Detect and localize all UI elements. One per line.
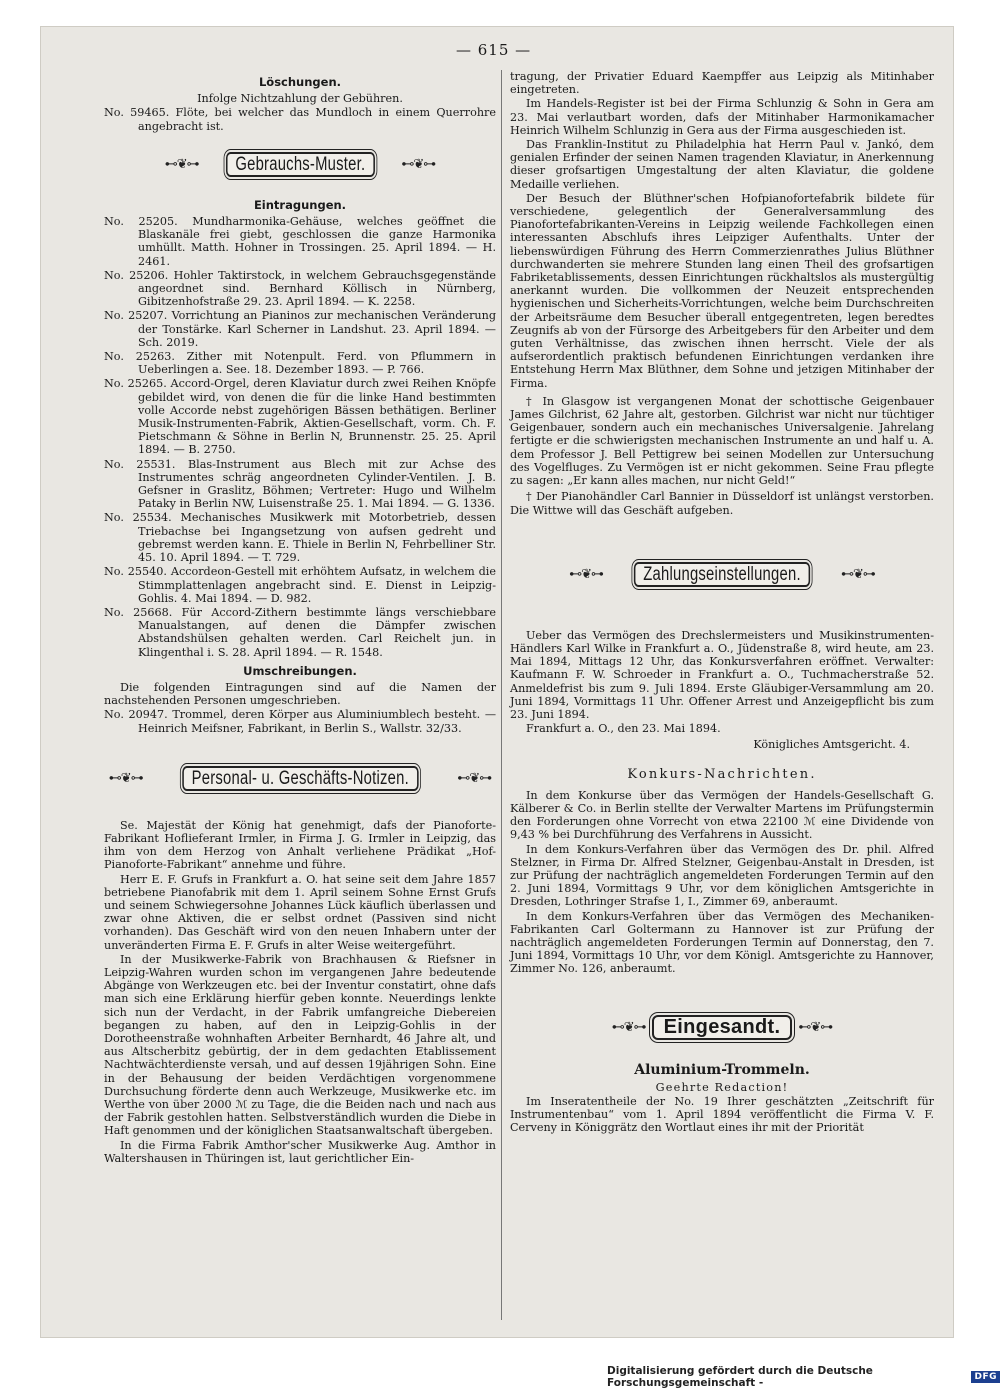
news-paragraph: † Der Pianohändler Carl Bannier in Düsseldorf ist unlängst verstorben. Die Wittwe will das Geschäft aufgeben.: [510, 490, 934, 517]
notiz-paragraph: Se. Majestät der König hat genehmigt, dafs der Pianoforte-Fabrikant Hoflieferant Irmler, in Firma J. G. Irmler in Leipzig, das ihm von dem Herzog von Anhalt verliehene Prädikat „Hof-Pianoforte-Fabrikant“ annehme und führe.: [104, 818, 496, 872]
right-column: [510, 70, 934, 1136]
entry-number: No. 25534.: [104, 511, 172, 525]
banner-title: Eingesandt.: [652, 1015, 793, 1040]
page-number: — 615 —: [456, 41, 532, 59]
entry-number: No. 25265.: [104, 377, 167, 391]
entry-text: Vorrichtung an Pianinos zur mechanischen Veränderung der Tonstärke. Karl Scherner in Landshut. 23. April 1894. — Sch. 2019.: [138, 309, 497, 349]
entry-text: Mechanisches Musikwerk mit Motorbetrieb, dessen Triebachse bei Ingangsetzung von aufsen gedreht und gebremst werden kann. E. Thiele in Berlin N, Fehrbelliner Str. 45. 10. April 1894. — T. 729.: [138, 511, 496, 565]
umschreibungen-heading: Umschreibungen.: [243, 663, 357, 678]
ornament-left-icon: ⊷❦⊶: [108, 771, 143, 787]
entry-number: No. 25668.: [104, 605, 173, 619]
eintragung-entry: [104, 215, 496, 268]
entry-text: Für Accord-Zithern bestimmte längs verschiebbare Manualstangen, auf denen die Dämpfer zwischen Abstandshülsen gehalten werden. Carl Reichelt jun. in Klingenthal i. S. 28. April 1894. — R. 1548.: [138, 605, 496, 659]
entry-text: Flöte, bei welcher das Mundloch in einem Querrohre angebracht ist.: [138, 106, 496, 133]
dfg-logo: DFG: [971, 1371, 1000, 1383]
entry-text: Mundharmonika-Gehäuse, welches geöffnet die Blaskanäle frei giebt, geschlossen die ganze Harmonika umhüllt. Matth. Hohner in Trossingen. 25. April 1894. — H. 2461.: [138, 215, 496, 268]
gebrauchs-muster-banner: [104, 147, 496, 183]
zahlungseinstellungen-banner: [510, 557, 934, 593]
ornament-right-icon: ⊷❦⊶: [457, 771, 492, 787]
entry-number: No. 25205.: [104, 215, 178, 229]
umschreibung-entry: [104, 708, 496, 734]
ornament-right-icon: ⊷❦⊶: [841, 567, 875, 583]
news-paragraph: Das Franklin-Institut zu Philadelphia hat Herrn Paul v. Jankó, dem genialen Erfinder der seinen Namen tragenden Klaviatur, in Anerkennung dieser grofsartigen Umgestaltung der alten Klaviatur, die goldene Medaille verliehen.: [510, 138, 934, 191]
banner-title: Zahlungseinstellungen.: [634, 562, 810, 587]
footer-text: Digitalisierung gefördert durch die Deutsche Forschungsgemeinschaft -: [607, 1365, 873, 1389]
eintragung-entry: [104, 309, 496, 349]
loeschungen-subheading: Infolge Nichtzahlung der Gebühren.: [197, 92, 403, 106]
notiz-paragraph: In die Firma Fabrik Amthor'scher Musikwerke Aug. Amthor in Waltershausen in Thüringen ist, laut gerichtlicher Ein-: [104, 1138, 496, 1165]
entry-number: No. 25206.: [104, 268, 169, 282]
eintragung-entry: [104, 606, 496, 659]
eintragung-entry: [104, 565, 496, 605]
konkurs-paragraph: In dem Konkurs-Verfahren über das Vermögen des Mechaniken-Fabrikanten Carl Goltermann zu Hannover ist zur Prüfung der nachträglich angemeldeten Forderungen Termin auf Donnerstag, den 7. Juni 1894, Vormittags 10 Uhr, vor dem Königl. Amtsgerichte zu Hannover, Zimmer No. 126, anberaumt.: [510, 909, 934, 976]
eintragung-entry: [104, 458, 496, 511]
eingesandt-banner: [510, 1010, 934, 1046]
loeschungen-heading: Löschungen.: [258, 75, 342, 89]
entry-text: Hohler Taktirstock, in welchem Gebrauchsgegenstände angeordnet sind. Bernhard Köllisch in Nürnberg, Gibitzenhofstraße 29. 23. April 1894. — K. 2258.: [138, 268, 496, 309]
zahlung-text: Ueber das Vermögen des Drechslermeisters und Musikinstrumenten-Händlers Karl Wilke in Frankfurt a. O., Jüdenstraße 8, wird heute, am 23. Mai 1894, Mittags 12 Uhr, das Konkursverfahren eröffnet. Verwalter: Kaufmann F. W. Schroeder in Frankfurt a. O., Tuchmacherstraße 52. Anmeldefrist bis zum 9. Juli 1894. Erste Gläubiger-Versammlung am 20. Juni 1894, Vormittags 11 Uhr. Offener Arrest und Anzeigepflicht bis zum 23. Juni 1894.: [510, 628, 934, 721]
entry-number: No. 25263.: [104, 350, 175, 364]
aluminium-text: Im Inseratentheile der No. 19 Ihrer geschätzten „Zeitschrift für Instrumentenbau“ vom 1. April 1894 veröffentlicht die Firma V. F. Cerveny in Königgrätz den Wortlaut eines ihr mit der Priorität: [510, 1094, 934, 1135]
entry-number: No. 25540.: [104, 565, 167, 579]
notiz-paragraph: Herr E. F. Grufs in Frankfurt a. O. hat seine seit dem Jahre 1857 betriebene Pianofabrik mit dem 1. April seinem Sohne Ernst Grufs und seinem Schwiegersohne Johannes Lück käuflich überlassen und zwar ohne Aktiven, die er selbst ordnet (Passiven sind nicht vorhanden). Das Geschäft wird von den neuen Inhabern unter der unveränderten Firma E. F. Grufs in alter Weise weitergeführt.: [104, 872, 496, 952]
entry-number: No. 59465.: [104, 106, 170, 120]
notiz-paragraph: In der Musikwerke-Fabrik von Brachhausen & Riefsner in Leipzig-Wahren wurden schon im vergangenen Jahre bedeutende Abgänge von Werkzeugen etc. bei der Inventur constatirt, ohne dafs man sich eine Erklärung hierfür geben konnte. Neuerdings lenkte sich nun der Verdacht, in der Fabrik umfangreiche Diebereien begangen zu haben, auf den in Leipzig-Gohlis in der Dorotheenstraße wohnhaften Arbeiter Bernhardt, 46 Jahre alt, und aus Altscherbitz gebürtig, der in dem gedachten Etablissement Nachtwächterdienste versah, und auf dessen 19jährigen Sohn. Eine in der Behausung der beiden Verdächtigen vorgenommene Durchsuchung förderte denn auch Werkzeuge, Musikwerke etc. im Werthe von über 2000 ℳ zu Tage, die die Beiden nach und nach aus der Fabrik gestohlen hatten. Selbstverständlich wurden die Diebe in Haft genommen und der königlichen Staatsanwaltschaft übergeben.: [104, 952, 496, 1138]
entry-text: Zither mit Notenpult. Ferd. von Pflummern in Ueberlingen a. See. 18. Dezember 1893. — P. 766.: [138, 350, 496, 377]
news-paragraph: Im Handels-Register ist bei der Firma Schlunzig & Sohn in Gera am 23. Mai verlautbart worden, dafs der Mitinhaber Harmonikamacher Heinrich Wilhelm Schlunzig in Gera aus der Firma ausgeschieden ist.: [510, 97, 934, 137]
ornament-right-icon: ⊷❦⊶: [401, 157, 436, 173]
ornament-left-icon: ⊷❦⊶: [569, 567, 603, 583]
ornament-right-icon: ⊷❦⊶: [798, 1019, 833, 1035]
entry-number: No. 20947.: [104, 708, 168, 722]
konkurs-paragraph: In dem Konkurs-Verfahren über das Vermögen des Dr. phil. Alfred Stelzner, in Firma Dr. Alfred Stelzner, Geigenbau-Anstalt in Dresden, ist zur Prüfung der nachträglich angemeldeten Forderungen Termin auf den 2. Juni 1894, Vormittags 9 Uhr, vor dem königlichen Amtsgerichte in Dresden, Lothringer Strafse 1, I., Zimmer 69, anberaumt.: [510, 842, 934, 909]
zahlung-place-date: Frankfurt a. O., den 23. Mai 1894.: [526, 722, 721, 736]
entry-text: Accordeon-Gestell mit erhöhtem Aufsatz, in welchem die Stimmplattenlagen angebracht sind. E. Dienst in Leipzig-Gohlis. 4. Mai 1894. — D. 982.: [138, 565, 496, 605]
entry-text: Blas-Instrument aus Blech mit zur Achse des Instrumentes schräg angeordneten Cylinder-Ventilen. J. B. Gefsner in Graslitz, Böhmen; Vertreter: Hugo und Wilhelm Pataky in Berlin NW, Luisenstraße 25. 1. Mai 1894. — G. 1336.: [138, 457, 497, 511]
aluminium-heading: Aluminium-Trommeln.: [634, 1061, 810, 1078]
eintragung-entry: [104, 269, 496, 309]
zahlung-signature: Königliches Amtsgericht. 4.: [753, 738, 910, 752]
eintragung-entry: [104, 511, 496, 564]
footer-credit: [607, 1365, 1000, 1389]
loeschung-entry: [104, 106, 496, 132]
eintragung-entry: [104, 377, 496, 456]
left-column: [104, 70, 496, 1166]
ornament-left-icon: ⊷❦⊶: [611, 1019, 646, 1035]
entry-text: Trommel, deren Körper aus Aluminiumblech besteht. — Heinrich Meifsner, Fabrikant, in Berlin S., Wallstr. 32/33.: [138, 708, 497, 735]
continuation-text: tragung, der Privatier Eduard Kaempffer aus Leipzig als Mitinhaber eingetreten.: [510, 70, 934, 97]
umschreibungen-intro: Die folgenden Eintragungen sind auf die Namen der nachstehenden Personen umgeschrieben.: [104, 680, 496, 708]
eintragungen-heading: Eintragungen.: [253, 197, 347, 212]
eintragung-entry: [104, 350, 496, 376]
konkurs-paragraph: In dem Konkurse über das Vermögen der Handels-Gesellschaft G. Kälberer & Co. in Berlin stellte der Verwalter Martens im Prüfungstermin den Forderungen ohne Vorrecht von etwa 22100 ℳ eine Dividende von 9,43 % bei Durchführung des Verfahrens in Aussicht.: [510, 788, 934, 842]
news-paragraph: † In Glasgow ist vergangenen Monat der schottische Geigenbauer James Gilchrist, 62 Jahre alt, gestorben. Gilchrist war nicht nur tüchtiger Geigenbauer, sondern auch ein mechanisches Universalgenie. Jahrelang fertigte er die schwierigsten mechanischen Instrumente an und half u. A. dem Professor J. Bell Pettigrew bei seinen Modellen zur Untersuchung des Vogelfluges. Zu Vermögen ist er nicht gekommen. Seine Frau pflegte zu sagen: „Er kann alles machen, nur nicht Geld!“: [510, 394, 934, 488]
column-divider: [501, 70, 502, 1320]
entry-text: Accord-Orgel, deren Klaviatur durch zwei Reihen Knöpfe gebildet wird, von denen die für die linke Hand bestimmten volle Accorde nebst zugehörigen Bässen bethätigen. Berliner Musik-Instrumenten-Fabrik, Aktien-Gesellschaft, vorm. Ch. F. Pietschmann & Söhne in Berlin N, Brunnenstr. 25. 25. April 1894. — B. 2750.: [138, 377, 496, 457]
ornament-left-icon: ⊷❦⊶: [164, 157, 199, 173]
konkurs-heading: Konkurs-Nachrichten.: [627, 766, 817, 782]
banner-title: Gebrauchs-Muster.: [226, 152, 375, 177]
news-paragraph: Der Besuch der Blüthner'schen Hofpianofortefabrik bildete für verschiedene, gelegentlich der Generalversammlung des Pianofortefabrikanten-Vereins in Leipzig weilende Fachkollegen einen interessanten Abschlufs ihres Leipziger Aufenthalts. Unter der liebenswürdigen Führung des Herrn Commerzienrathes Julius Blüthner durchwanderten sie mehrere Stunden lang einen Theil des grofsartigen Fabriketablissements, dessen Einrichtungen rückhaltslos als mustergültig anerkannt wurden. Die vollkommen der Neuzeit entsprechenden hygienischen und Sicherheits-Vorrichtungen, welche beim Durchschreiten der Arbeitsräume dem Besucher überall entgegentreten, legen beredtes Zeugnifs ab von der Fürsorge des Arbeitgebers für den Arbeiter und dem guten Verhältnisse, das zwischen ihnen herrscht. Viele der als aufserordentlich praktisch befundenen Einrichtungen verdanken ihre Entstehung Herrn Max Blüthner, dem Sohne und jetzigen Mitinhaber der Firma.: [510, 191, 934, 390]
entry-number: No. 25531.: [104, 457, 176, 471]
salutation: Geehrte Redaction!: [655, 1080, 789, 1094]
banner-title: Personal- u. Geschäfts-Notizen.: [182, 766, 418, 791]
eintragungen-list: [104, 215, 496, 659]
entry-number: No. 25207.: [104, 309, 168, 323]
personal-notizen-banner: [104, 761, 496, 797]
